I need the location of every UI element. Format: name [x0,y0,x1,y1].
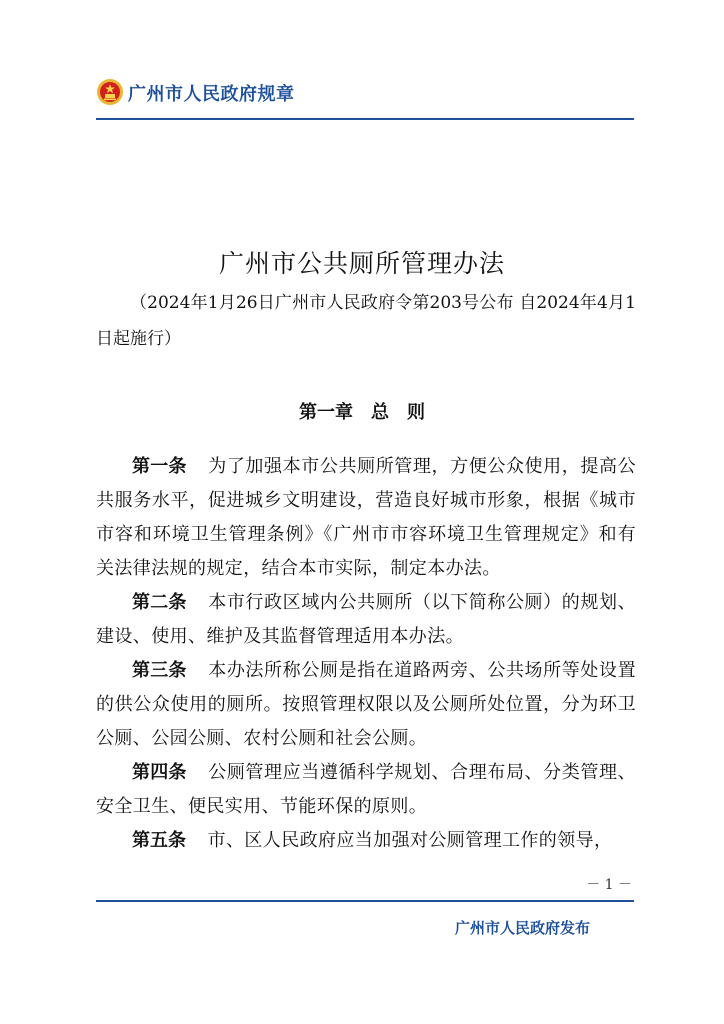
article-text: 为了加强本市公共厕所管理，方便公众使用，提高公共服务水平，促进城乡文明建设，营造良好城市形象，根据《城市市容和环境卫生管理条例》《广州市市容环境卫生管理规定》和有关法律法规的规定，结合本市实际，制定本办法。 [96,456,636,579]
article-text: 市、区人民政府应当加强对公厕管理工作的领导， [207,830,613,851]
article-text: 本市行政区域内公共厕所（以下简称公厕）的规划、建设、使用、维护及其监督管理适用本办法。 [96,592,636,647]
article-3 [96,654,636,756]
article-label: 第四条 [132,762,187,783]
article-text: 本办法所称公厕是指在道路两旁、公共场所等处设置的供公众使用的厕所。按照管理权限以及公厕所处位置，分为环卫公厕、公园公厕、农村公厕和社会公厕。 [96,660,636,749]
article-list [96,450,636,858]
footer-divider [96,900,634,902]
article-label: 第一条 [132,456,187,477]
article-1 [96,450,636,586]
article-5 [96,824,636,858]
chapter-heading: 第一章 总 则 [299,402,425,423]
page-number: － 1 － [586,877,632,893]
article-2 [96,586,636,654]
article-4 [96,756,636,824]
page-header [96,76,636,112]
header-divider [96,118,634,120]
document-title: 广州市公共厕所管理办法 [218,249,505,278]
article-text: 公厕管理应当遵循科学规划、合理布局、分类管理、安全卫生、便民实用、节能环保的原则。 [96,762,636,817]
footer-publisher: 广州市人民政府发布 [454,919,590,937]
header-title: 广州市人民政府规章 [128,84,295,105]
national-emblem-icon [96,78,124,106]
article-label: 第二条 [132,592,187,613]
publication-note: （2024年1月26日广州市人民政府令第203号公布 自2024年4月1日起施行） [96,293,636,349]
article-label: 第五条 [132,830,186,851]
article-label: 第三条 [132,660,187,681]
